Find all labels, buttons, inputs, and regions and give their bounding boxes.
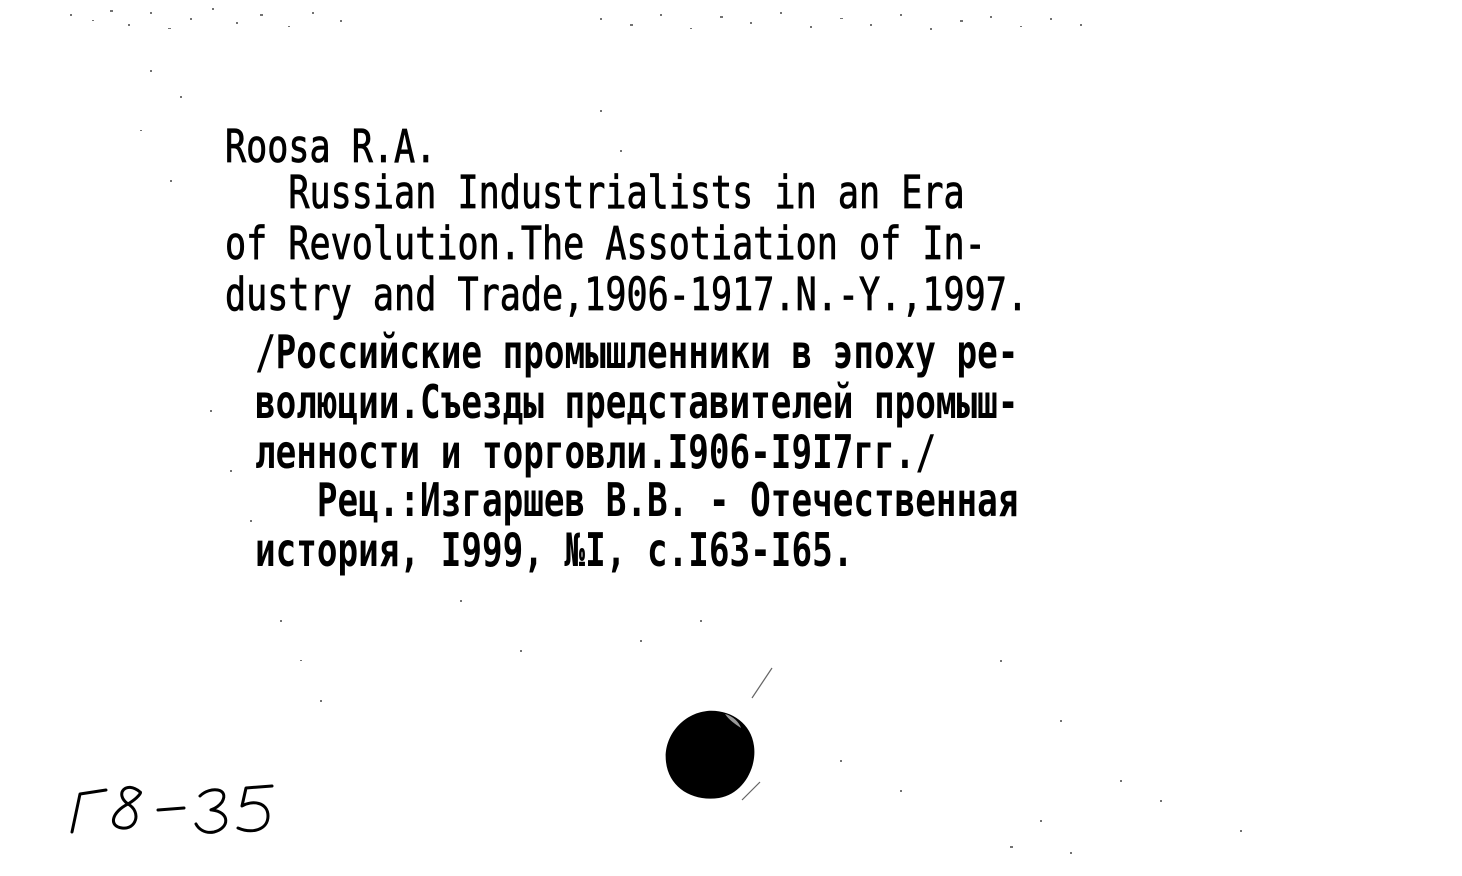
handwritten-shelfmark — [62, 772, 302, 842]
title-ru-line-3: ленности и торговли.I906-I9I7гг./ — [255, 425, 936, 479]
title-en-line-3: dustry and Trade,1906-1917.N.-Y.,1997. — [225, 268, 1029, 321]
review-line-2: история, I999, №I, с.I63-I65. — [255, 523, 854, 577]
title-ru-line-1: /Российские промышленники в эпоху ре- — [255, 325, 1019, 379]
title-ru-line-2: волюции.Съезды представителей промыш- — [255, 375, 1019, 429]
title-en-line-2: of Revolution.The Assotiation of In- — [225, 217, 986, 270]
review-line-1: Рец.:Изгаршев В.В. - Отечественная — [255, 473, 1019, 527]
author-line: Roosa R.A. — [225, 120, 437, 173]
punch-hole — [663, 708, 757, 800]
title-en-line-1: Russian Industrialists in an Era — [225, 166, 965, 219]
